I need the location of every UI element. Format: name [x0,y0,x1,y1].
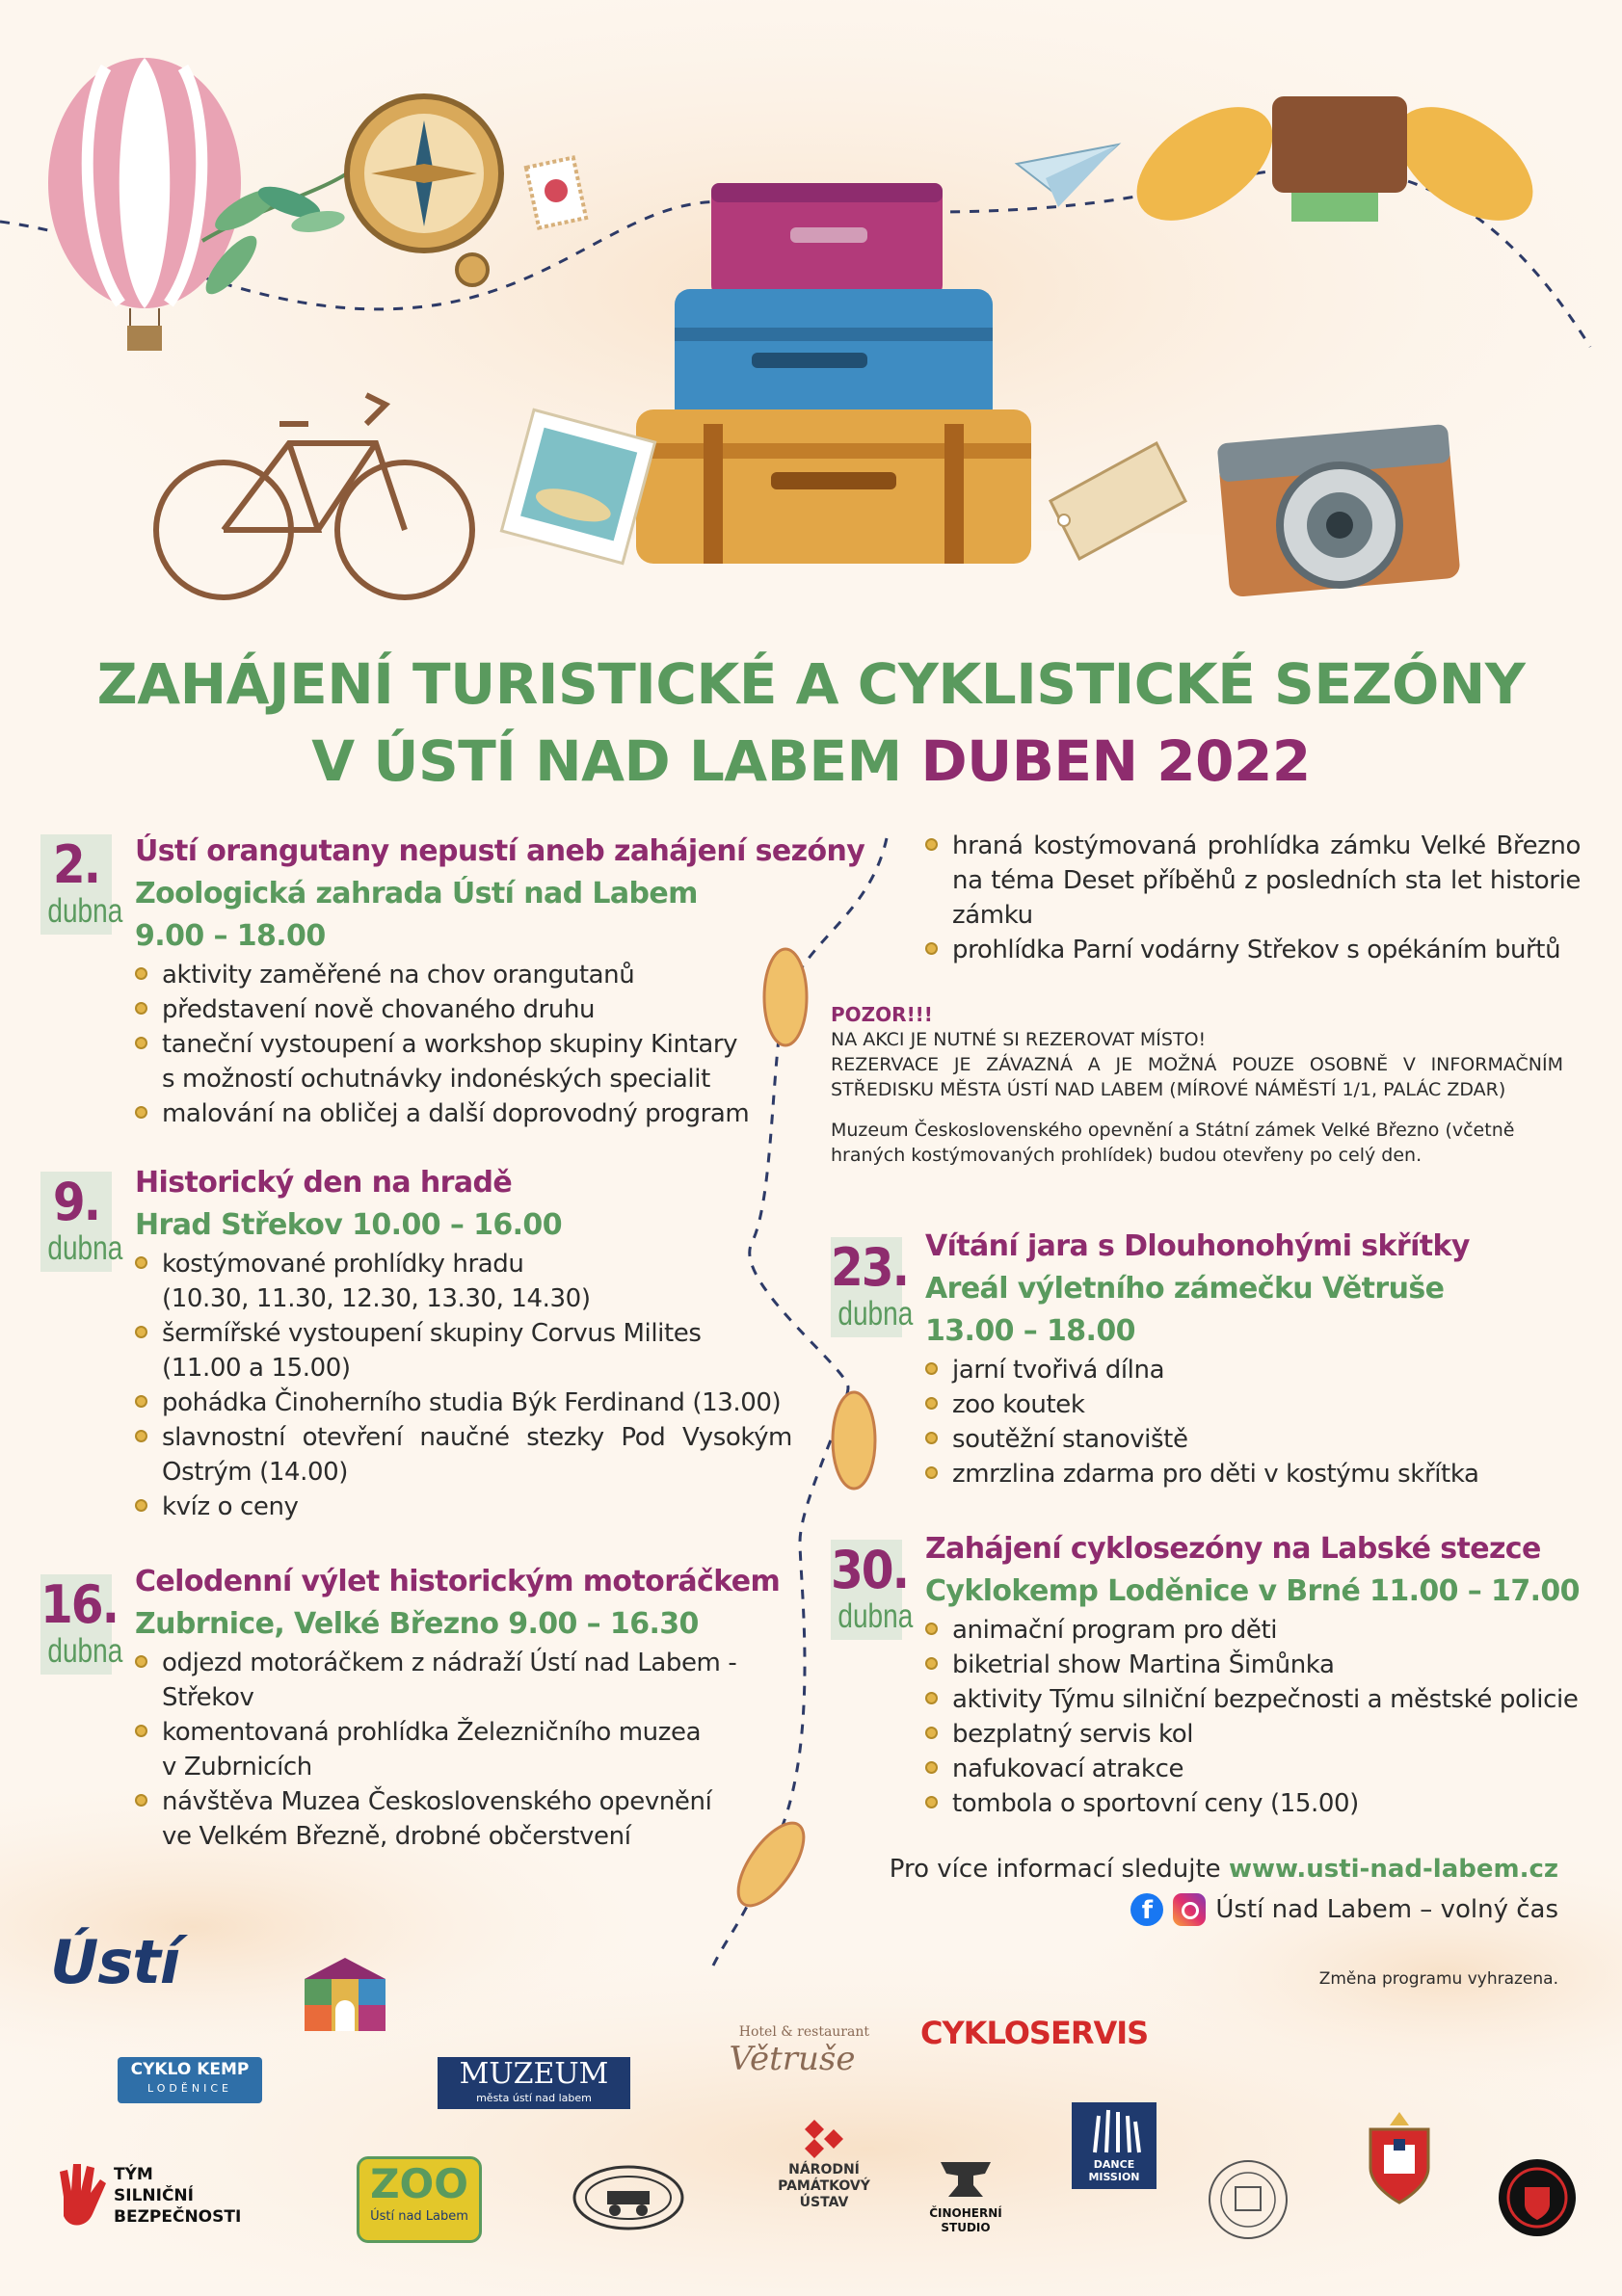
date-badge [40,834,123,935]
event-name: Vítání jara s Dlouhonohými skřítky [925,1229,1470,1263]
notice-line-2: REZERVACE JE ZÁVAZNÁ A JE MOŽNÁ POUZE OSOBNĚ V INFORMAČNÍM STŘEDISKU MĚSTA ÚSTÍ NAD LABEM (MÍROVÉ NÁMĚSTÍ 1/1, PALÁC ZDAR) [831,1054,1563,1100]
date-badge [831,1237,914,1337]
bullet-icon [925,1397,938,1410]
title-line-2-accent: DUBEN 2022 [920,728,1311,794]
title-line-2-main: V ÚSTÍ NAD LABEM [311,728,902,794]
event-place: Cyklokemp Loděnice v Brné 11.00 – 17.00 [925,1574,1580,1608]
coat-of-arms-icon [1361,2110,1438,2206]
event-time: 13.00 – 18.00 [925,1314,1135,1348]
bullet-icon [135,1106,147,1119]
bullet-icon [925,1623,938,1635]
list-item: komentovaná prohlídka Železničního muzea v Zubrnicích [135,1715,792,1784]
bullet-icon [135,1395,147,1408]
event-body [925,1528,1582,1821]
event-body [135,1561,792,1854]
list-item: animační program pro děti [925,1613,1582,1648]
event-body [925,1226,1582,1491]
list-item: aktivity Týmu silniční bezpečnosti a městské policie [925,1682,1582,1717]
list-item: malování na obličej a další doprovodný program [135,1096,792,1131]
cyklokemp-logo: CYKLO KEMP LODĚNICE [118,2057,262,2103]
list-item: odjezd motoráčkem z nádraží Ústí nad Labem - Střekov [135,1646,792,1715]
list-item: představení nově chovaného druhu [135,992,792,1027]
narodni-pamatkovy-ustav-logo: NÁRODNÍ PAMÁTKOVÝ ÚSTAV [761,2120,887,2211]
cinoherni-studio-logo: ČINOHERNÍ STUDIO [927,2154,1004,2235]
bullet-icon [925,1432,938,1444]
bullet-icon [925,1362,938,1375]
event-name: Historický den na hradě [135,1166,513,1200]
social-links [1130,1890,1558,1929]
page-title [0,646,1622,800]
list-item: biketrial show Martina Šimůnka [925,1648,1582,1682]
camera-icon [1217,424,1461,597]
notice-line-1: NA AKCI JE NUTNÉ SI REZEROVAT MÍSTO! [831,1029,1207,1050]
zeleznicni-muzeum-logo-icon [571,2164,686,2231]
notice-line-3: Muzeum Československého opevnění a Státní zámek Velké Březno (včetně hraných kostýmovaných prohlídek) budou otevřeny po celý den. [831,1120,1515,1166]
mestska-policie-logo-icon [1496,2156,1579,2239]
date-day: 9. [52,1172,100,1232]
list-item: taneční vystoupení a workshop skupiny Kintary s možností ochutnávky indonéských specialit [135,1027,792,1096]
bullet-icon [925,1727,938,1739]
list-item: zmrzlina zdarma pro děti v kostýmu skřítka [925,1457,1582,1491]
event-name: Ústí orangutany nepustí aneb zahájení sezóny [135,834,865,868]
bullet-icon [925,1761,938,1774]
date-month: dubna [47,1229,123,1267]
title-line-2 [0,723,1622,800]
date-day: 23. [831,1237,909,1298]
bullet-icon [135,1794,147,1807]
bullet-icon [135,1326,147,1338]
zoo-logo: ZOO Ústí nad Labem [357,2156,482,2243]
bullet-icon [135,967,147,980]
list-item: návštěva Muzea Československého opevnění ve Velkém Březně, drobné občerstvení [135,1784,792,1854]
list-item: aktivity zaměřené na chov orangutanů [135,958,792,992]
event-items [135,1646,792,1854]
list-item: bezplatný servis kol [925,1717,1582,1752]
velke-brezno-seal-icon [1205,2156,1291,2243]
bullet-icon [925,838,938,851]
date-month: dubna [47,892,123,930]
event-name: Celodenní výlet historickým motoráčkem [135,1565,781,1598]
date-day: 16. [40,1574,119,1635]
bullet-icon [925,942,938,955]
anvil-icon [937,2154,995,2203]
list-item: pohádka Činoherního studia Býk Ferdinand (13.00) [135,1386,792,1420]
date-month: dubna [838,1597,914,1635]
date-day: 30. [831,1540,909,1600]
event-place: Hrad Střekov 10.00 – 16.00 [135,1208,562,1242]
event-items [925,1353,1582,1491]
dance-mission-logo: DANCE MISSION [1072,2102,1157,2189]
list-item: zoo koutek [925,1387,1582,1422]
vetruse-logo: Hotel & restaurant Větruše [729,2024,869,2078]
event-time: 9.00 – 18.00 [135,919,326,953]
bullet-icon [135,1655,147,1668]
bullet-icon [135,1430,147,1442]
reservation-notice [831,1002,1563,1168]
event-place: Zubrnice, Velké Březno 9.00 – 16.30 [135,1607,699,1641]
event-items [925,829,1581,967]
list-item: soutěžní stanoviště [925,1422,1582,1457]
event-place: Areál výletního zámečku Větruše [925,1272,1445,1306]
list-item: kvíz o ceny [135,1490,792,1524]
list-item: tombola o sportovní ceny (15.00) [925,1786,1582,1821]
bullet-icon [925,1466,938,1479]
tym-silnicni-bezpecnosti-logo: TÝM SILNIČNÍ BEZPEČNOSTI [50,2158,253,2235]
list-item: hraná kostýmovaná prohlídka zámku Velké Březno na téma Deset příběhů z posledních sta let historie zámku [925,829,1581,933]
date-month: dubna [838,1295,914,1333]
date-month: dubna [47,1632,123,1670]
more-info-text: Pro více informací sledujte [889,1855,1229,1884]
bullet-icon [925,1692,938,1704]
bullet-icon [135,1256,147,1269]
bullet-icon [135,1037,147,1049]
list-item: prohlídka Parní vodárny Střekov s opékáním buřtů [925,933,1581,967]
event-name: Zahájení cyklosezóny na Labské stezce [925,1532,1541,1566]
title-line-1: ZAHÁJENÍ TURISTICKÉ A CYKLISTICKÉ SEZÓNY [96,651,1526,717]
npu-icon [795,2120,853,2158]
hands-icon [1085,2106,1143,2154]
notice-warning: POZOR!!! [831,1003,933,1026]
bullet-icon [135,1725,147,1737]
date-badge [831,1540,914,1640]
event-body [135,1162,792,1524]
list-item: jarní tvořivá dílna [925,1353,1582,1387]
house-logo-icon [301,1956,389,2033]
muzeum-logo: MUZEUM města ústí nad labem [438,2057,630,2109]
event-place: Zoologická zahrada Ústí nad Labem [135,877,698,910]
date-day: 2. [52,834,100,895]
website-link[interactable]: www.usti-nad-labem.cz [1228,1855,1558,1884]
hand-icon [50,2158,112,2231]
bullet-icon [135,1002,147,1015]
event-body [135,831,865,1131]
bullet-icon [135,1499,147,1512]
list-item: kostýmované prohlídky hradu (10.30, 11.30, 12.30, 13.30, 14.30) [135,1247,792,1316]
event-items [135,1247,792,1524]
date-badge [40,1172,123,1272]
more-info [890,1850,1558,1888]
social-handle: Ústí nad Labem – volný čas [1215,1895,1558,1924]
date-badge [40,1574,123,1675]
list-item: slavnostní otevření naučné stezky Pod Vysokým Ostrým (14.00) [135,1420,792,1490]
list-item: nafukovací atrakce [925,1752,1582,1786]
bullet-icon [925,1796,938,1808]
event-items [135,958,792,1131]
change-note: Změna programu vyhrazena. [1318,1969,1558,1989]
event-16-april-continued [925,829,1581,967]
event-items [925,1613,1582,1821]
bullet-icon [925,1657,938,1670]
usti-logo: Ústí [50,1927,180,1997]
facebook-icon[interactable]: f [1130,1893,1163,1926]
list-item: šermířské vystoupení skupiny Corvus Milites (11.00 a 15.00) [135,1316,792,1386]
cykloservis-logo: CYKLOSERVIS [920,2015,1149,2051]
instagram-icon[interactable] [1173,1893,1206,1926]
